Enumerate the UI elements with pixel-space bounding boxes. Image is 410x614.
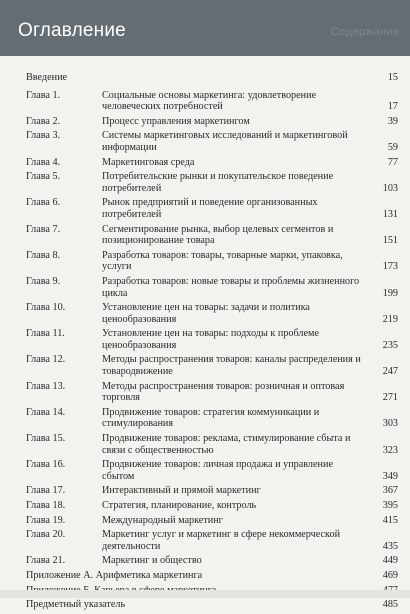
page-title: Оглавление xyxy=(18,20,126,41)
toc-entry xyxy=(26,171,398,194)
toc-entry xyxy=(26,157,398,169)
toc-entry-number: Глава 5. xyxy=(26,171,61,183)
toc-entry-title: Стратегия, планирование, контроль xyxy=(102,500,257,511)
toc-entry-title: Разработка товаров: товары, товарные марки, упаковка, услуги xyxy=(102,249,343,273)
toc-entry-title: Продвижение товаров: личная продажа и управление сбытом xyxy=(102,459,333,482)
toc-entry-page: 131 xyxy=(382,208,398,220)
toc-entry xyxy=(26,197,398,220)
toc-entry-number: Глава 17. xyxy=(26,485,66,497)
toc-entry xyxy=(26,515,398,527)
toc-entry xyxy=(26,328,398,351)
toc-entry-title: Разработка товаров: новые товары и проблемы жизненного цикла xyxy=(102,275,360,299)
toc-entry-title: Маркетинг и общество xyxy=(102,555,202,567)
toc-entry-title: Международный маркетинг xyxy=(102,514,223,526)
toc-entry-page: 59 xyxy=(387,141,398,153)
toc-entry-number: Предметный указатель xyxy=(26,599,126,611)
toc-entry-page: 395 xyxy=(382,500,398,511)
toc-entry-page: 349 xyxy=(382,470,398,482)
toc-entry-title: Системы маркетинговых исследований и маркетинговой информации xyxy=(102,130,348,153)
toc-entry-page: 303 xyxy=(382,418,398,430)
toc-entry-title: Потребительские рынки и покупательское поведение потребителей xyxy=(102,171,334,194)
toc-entry-title: Продвижение товаров: стратегия коммуникации и стимулирования xyxy=(102,406,320,430)
toc-entry-number: Глава 15. xyxy=(26,433,66,445)
toc-entry xyxy=(26,224,398,247)
toc-entry-title: Сегментирование рынка, выбор целевых сегментов и позиционирование товара xyxy=(102,223,334,247)
page-bottom-edge xyxy=(0,590,410,598)
toc-entry-title: Методы распространения товаров: каналы распределения и товародвижение xyxy=(102,354,361,378)
toc-entry-page: 367 xyxy=(382,485,398,497)
toc-entry-page: 103 xyxy=(382,182,398,194)
toc-entry xyxy=(26,72,398,84)
toc-entry-title: Установление цен на товары: задачи и политика ценообразования xyxy=(102,302,310,325)
toc-entry xyxy=(26,381,398,404)
toc-entry-page: 247 xyxy=(382,366,398,378)
toc-entry-number: Глава 1. xyxy=(26,89,61,101)
toc-entry xyxy=(26,570,398,582)
toc-entry xyxy=(26,485,398,497)
toc-entry-title: Маркетинговая среда xyxy=(102,156,195,168)
toc-entry-number: Глава 4. xyxy=(26,156,61,168)
toc-entry-title: Рынок предприятий и поведение организованных потребителей xyxy=(102,197,318,220)
toc-entry-number: Приложение А. Арифметика маркетинга xyxy=(26,569,203,581)
page-header xyxy=(0,0,410,56)
toc-entry-page: 77 xyxy=(387,156,398,168)
toc-entry-title: Маркетинг услуг и маркетинг в сфере некоммерческой деятельности xyxy=(102,529,341,552)
toc-entry-title: Процесс управления маркетингом xyxy=(102,115,250,127)
toc-entry xyxy=(26,302,398,325)
toc-entry xyxy=(26,433,398,456)
toc-entry-number: Глава 13. xyxy=(26,380,66,392)
toc-entry-page: 323 xyxy=(382,444,398,456)
toc-entry-page: 485 xyxy=(382,599,398,611)
header-ghost-text: Содержание xyxy=(330,26,400,38)
toc-entry-page: 435 xyxy=(382,540,398,552)
toc-entry xyxy=(26,529,398,552)
toc-entry-title: Методы распространения товаров: розничная и оптовая торговля xyxy=(102,380,345,404)
toc-entry-number: Глава 7. xyxy=(26,223,61,235)
toc-entry-page: 17 xyxy=(387,101,398,113)
toc-entry-page: 151 xyxy=(382,235,398,247)
toc-entry-number: Глава 9. xyxy=(26,275,61,287)
toc-entry xyxy=(26,130,398,153)
toc-entry xyxy=(26,276,398,299)
toc-entry xyxy=(26,407,398,430)
toc-entry-page: 449 xyxy=(382,555,398,567)
toc-entry-number: Глава 20. xyxy=(26,529,66,541)
toc-entry xyxy=(26,354,398,377)
toc-entry-number: Глава 16. xyxy=(26,459,66,471)
toc-entry-page: 235 xyxy=(382,339,398,351)
toc-entry xyxy=(26,500,398,512)
toc-entry xyxy=(26,90,398,113)
toc-entry-title: Продвижение товаров: реклама, стимулирование сбыта и связи с общественностью xyxy=(102,433,351,456)
toc-entry xyxy=(26,459,398,482)
toc-entry xyxy=(26,555,398,567)
toc-entry-page: 271 xyxy=(382,392,398,404)
toc-entry-page: 15 xyxy=(387,72,398,83)
toc-entry-page: 199 xyxy=(382,287,398,299)
toc-entry-page: 415 xyxy=(382,514,398,526)
toc-entry-number: Глава 6. xyxy=(26,197,61,209)
toc-entry-number: Глава 11. xyxy=(26,328,65,340)
toc-entry-number: Введение xyxy=(26,72,68,83)
toc-entry-page: 469 xyxy=(382,569,398,581)
toc-entry-number: Глава 8. xyxy=(26,249,61,261)
toc-entry-number: Глава 10. xyxy=(26,302,66,314)
toc-entry-number: Глава 14. xyxy=(26,406,66,418)
toc-entry-title: Социальные основы маркетинга: удовлетворение человеческих потребностей xyxy=(102,89,317,113)
toc-entry-number: Глава 18. xyxy=(26,500,66,511)
toc-entry xyxy=(26,116,398,128)
toc-entry-number: Глава 19. xyxy=(26,514,66,526)
toc-entry xyxy=(26,250,398,273)
toc-entry-number: Глава 3. xyxy=(26,130,61,142)
toc-entry-title: Интерактивный и прямой маркетинг xyxy=(102,485,261,497)
toc-entry-number: Глава 21. xyxy=(26,555,66,567)
toc-entry-page: 39 xyxy=(387,115,398,127)
toc-entry xyxy=(26,599,398,611)
toc-entry-page: 219 xyxy=(382,313,398,325)
toc-entry-title: Установление цен на товары: подходы к проблеме ценообразования xyxy=(102,328,319,351)
toc-entry-number: Глава 2. xyxy=(26,115,61,127)
table-of-contents xyxy=(26,72,398,614)
toc-entry-page: 173 xyxy=(382,261,398,273)
toc-entry-number: Глава 12. xyxy=(26,354,66,366)
